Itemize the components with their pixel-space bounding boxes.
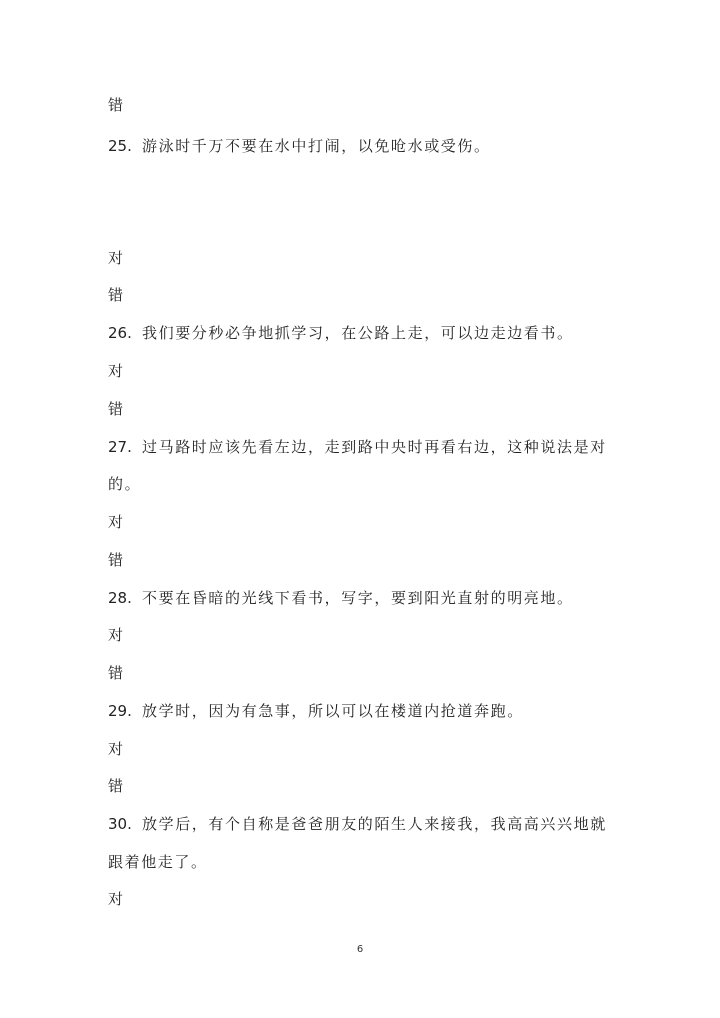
question-text: 过马路时应该先看左边，走到路中央时再看右边，这种说法是对 [142, 438, 607, 456]
question-number: 25. [108, 137, 132, 155]
question-text: 放学后，有个自称是爸爸朋友的陌生人来接我，我高高兴兴地就 [142, 815, 607, 833]
option-right: 对 [108, 362, 125, 380]
question-number: 30. [108, 815, 132, 833]
question-number: 26. [108, 324, 132, 342]
option-wrong: 错 [108, 400, 125, 418]
option-right: 对 [108, 626, 125, 644]
question-number: 27. [108, 438, 132, 456]
question-number: 29. [108, 702, 132, 720]
option-right: 对 [108, 513, 125, 531]
question-28 [108, 588, 574, 608]
question-26 [108, 323, 574, 343]
page-number: 6 [356, 944, 364, 955]
option-wrong: 错 [108, 777, 125, 795]
question-27 [108, 437, 607, 457]
option-right: 对 [108, 890, 125, 908]
question-text: 游泳时千万不要在水中打闹，以免呛水或受伤。 [142, 137, 491, 155]
option-wrong: 错 [108, 286, 125, 304]
option-right: 对 [108, 740, 125, 758]
question-30-continued: 跟着他走了。 [108, 853, 208, 871]
question-29 [108, 701, 524, 721]
option-right: 对 [108, 249, 125, 267]
option-wrong: 错 [108, 96, 125, 114]
question-text: 我们要分秒必争地抓学习，在公路上走，可以边走边看书。 [142, 324, 574, 342]
question-30 [108, 814, 607, 834]
question-27-continued: 的。 [108, 475, 142, 493]
question-text: 不要在昏暗的光线下看书，写字，要到阳光直射的明亮地。 [142, 589, 574, 607]
option-wrong: 错 [108, 664, 125, 682]
question-text: 放学时，因为有急事，所以可以在楼道内抢道奔跑。 [142, 702, 524, 720]
option-wrong: 错 [108, 551, 125, 569]
question-25 [108, 136, 491, 156]
question-number: 28. [108, 589, 132, 607]
